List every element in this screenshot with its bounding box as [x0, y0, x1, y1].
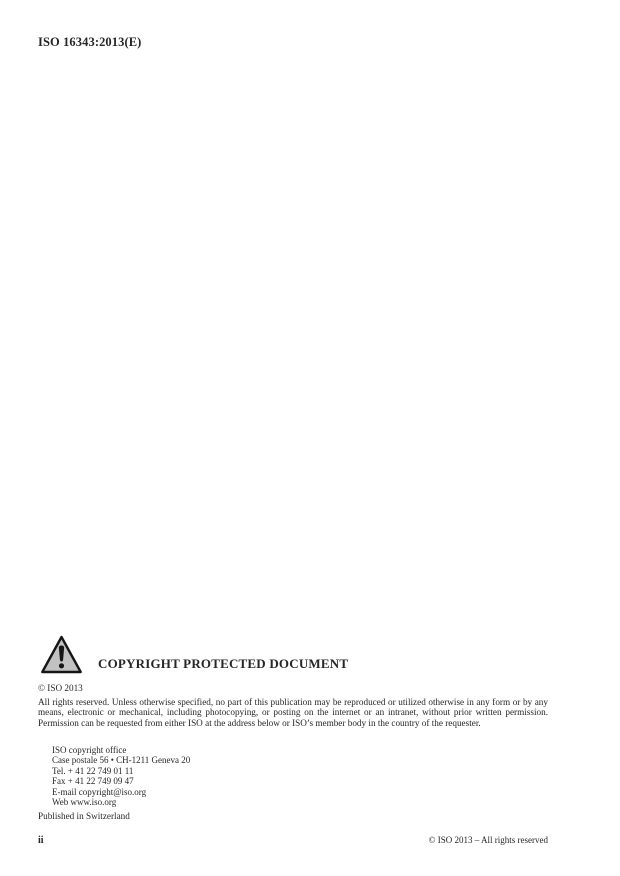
- address-line-office: ISO copyright office: [52, 745, 127, 755]
- rights-legal-paragraph: All rights reserved. Unless otherwise specified, no part of this publication may be reproduced or utilized otherwise in any form or by any means, electronic or mechanical, including photocopying, or posting on the internet or an intranet, without prior written permission. Permission can be requested from either ISO at the address below or ISO’s member body in the country of the requester.: [38, 697, 548, 728]
- iso-address-block: [52, 745, 190, 807]
- address-line-email: E-mail copyright@iso.org: [52, 786, 147, 797]
- published-in-line: Published in Switzerland: [38, 811, 130, 821]
- document-reference: ISO 16343:2013(E): [38, 35, 142, 49]
- address-line-web: Web www.iso.org: [52, 797, 117, 808]
- copyright-protected-title: COPYRIGHT PROTECTED DOCUMENT: [98, 656, 349, 671]
- copyright-year-line: © ISO 2013: [38, 683, 83, 693]
- address-line-fax: Fax + 41 22 749 09 47: [52, 776, 134, 787]
- address-line-tel: Tel. + 41 22 749 01 11: [52, 765, 134, 776]
- address-line-postal: Case postale 56 • CH-1211 Geneva 20: [52, 755, 191, 766]
- page-footer: [38, 835, 548, 846]
- footer-rights-text: © ISO 2013 – All rights reserved: [428, 835, 548, 845]
- warning-triangle-icon: [40, 634, 83, 675]
- page-number: ii: [38, 835, 44, 846]
- copyright-heading-row: [40, 634, 348, 675]
